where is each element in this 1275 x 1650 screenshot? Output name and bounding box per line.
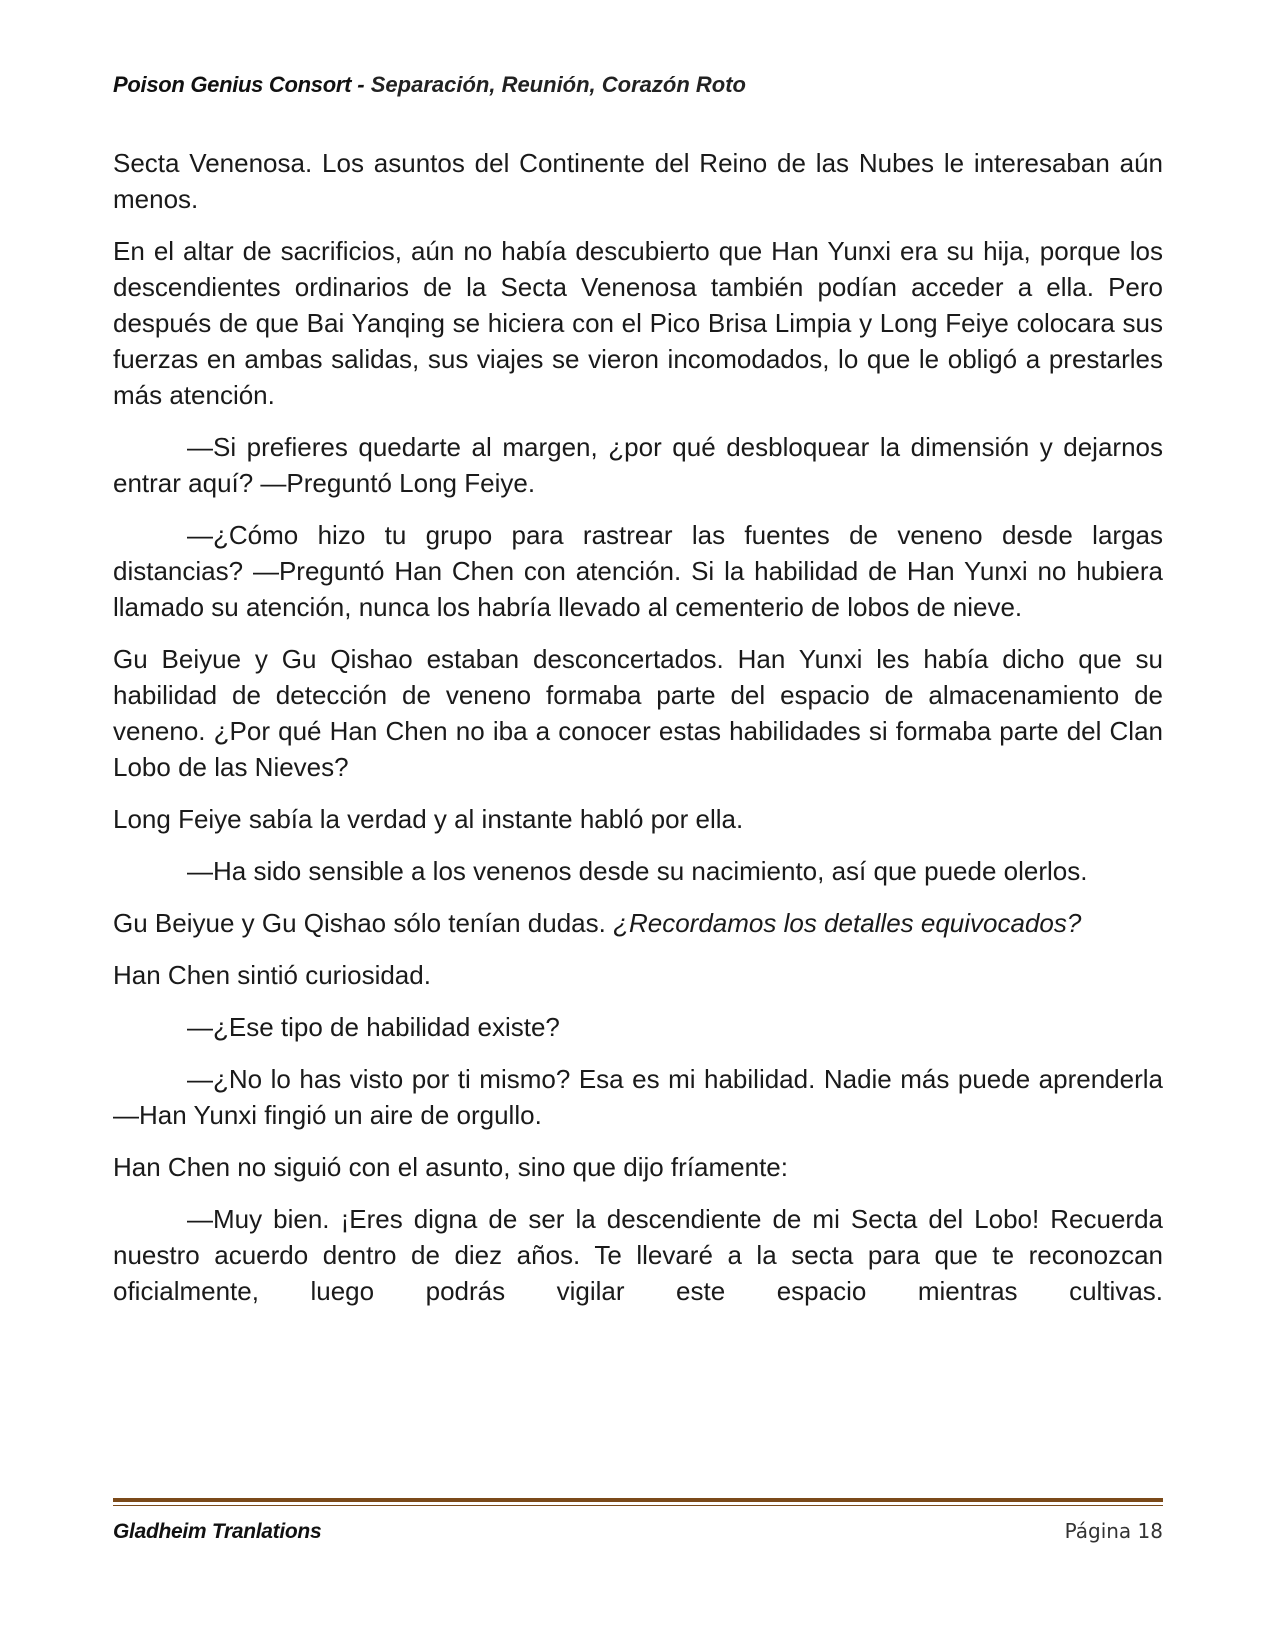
body-text xyxy=(113,145,1163,1325)
footer-rule xyxy=(113,1498,1163,1506)
paragraph-text: Han Chen sintió curiosidad. xyxy=(113,960,431,990)
paragraph xyxy=(113,957,1163,993)
paragraph xyxy=(113,801,1163,837)
paragraph xyxy=(113,1201,1163,1309)
paragraph-text: —Si prefieres quedarte al margen, ¿por qué desbloquear la dimensión y dejarnos entrar aquí? —Preguntó Long Feiye. xyxy=(113,432,1163,498)
paragraph xyxy=(113,1061,1163,1133)
footer-publisher: Gladheim Tranlations xyxy=(113,1520,322,1543)
italic-text: ¿Recordamos los detalles equivocados? xyxy=(613,908,1082,938)
paragraph xyxy=(113,1009,1163,1045)
book-title: Poison Genius Consort xyxy=(113,72,352,97)
paragraph-text: En el altar de sacrificios, aún no había descubierto que Han Yunxi era su hija, porque los descendientes ordinarios de la Secta Venenosa también podían acceder a ella. Pero después de que Bai Yanqing se hiciera con el Pico Brisa Limpia y Long Feiye colocara sus fuerzas en ambas salidas, sus viajes se vieron incomodados, lo que le obligó a prestarles más atención. xyxy=(113,236,1163,410)
paragraph xyxy=(113,517,1163,625)
paragraph xyxy=(113,905,1163,941)
paragraph-text: —Ha sido sensible a los venenos desde su nacimiento, así que puede olerlos. xyxy=(187,856,1088,886)
paragraph-text: —¿No lo has visto por ti mismo? Esa es mi habilidad. Nadie más puede aprenderla —Han Yunxi fingió un aire de orgullo. xyxy=(113,1064,1163,1130)
paragraph xyxy=(113,1149,1163,1185)
page-number: Página 18 xyxy=(1064,1519,1163,1543)
paragraph-text: Gu Beiyue y Gu Qishao estaban desconcertados. Han Yunxi les había dicho que su habilidad de detección de veneno formaba parte del espacio de almacenamiento de veneno. ¿Por qué Han Chen no iba a conocer estas habilidades si formaba parte del Clan Lobo de las Nieves? xyxy=(113,644,1163,782)
paragraph xyxy=(113,233,1163,413)
running-header xyxy=(113,72,1163,98)
paragraph-text: Gu Beiyue y Gu Qishao sólo tenían dudas. xyxy=(113,908,614,938)
paragraph-text: —Muy bien. ¡Eres digna de ser la descendiente de mi Secta del Lobo! Recuerda nuestro acuerdo dentro de diez años. Te llevaré a la secta para que te reconozcan oficialmente, luego podrás vigilar este espacio mientras cultivas. xyxy=(113,1204,1163,1306)
paragraph xyxy=(113,429,1163,501)
chapter-title: Separación, Reunión, Corazón Roto xyxy=(370,72,746,97)
paragraph-text: Long Feiye sabía la verdad y al instante habló por ella. xyxy=(113,804,744,834)
paragraph-text: —¿Ese tipo de habilidad existe? xyxy=(187,1012,560,1042)
paragraph xyxy=(113,853,1163,889)
paragraph-text: —¿Cómo hizo tu grupo para rastrear las fuentes de veneno desde largas distancias? —Preguntó Han Chen con atención. Si la habilidad de Han Yunxi no hubiera llamado su atención, nunca los habría llevado al cementerio de lobos de nieve. xyxy=(113,520,1163,622)
paragraph xyxy=(113,641,1163,785)
paragraph xyxy=(113,145,1163,217)
paragraph-text: Secta Venenosa. Los asuntos del Continente del Reino de las Nubes le interesaban aún menos. xyxy=(113,148,1163,214)
header-separator: - xyxy=(351,72,371,97)
paragraph-text: Han Chen no siguió con el asunto, sino que dijo fríamente: xyxy=(113,1152,788,1182)
